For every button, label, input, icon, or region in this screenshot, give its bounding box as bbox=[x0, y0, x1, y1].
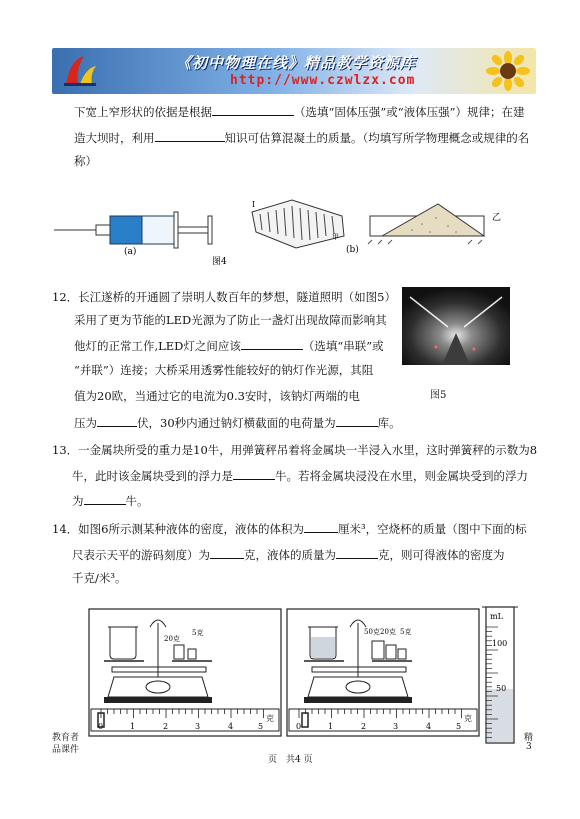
question-number: 13． bbox=[52, 443, 79, 457]
sand-pile-illustration bbox=[368, 204, 484, 244]
q14-line3: 千克/米³。 bbox=[72, 571, 127, 585]
q13-line2 bbox=[72, 467, 528, 484]
q12-text: 伏，30秒内通过钠灯横截面的电荷量为 bbox=[137, 416, 336, 430]
weight-label: 50克 bbox=[364, 628, 380, 636]
footer-left-1: 教育者 bbox=[52, 733, 80, 743]
label-a: (a) bbox=[124, 247, 137, 257]
q12-text: 长江遂桥的开通圆了崇明人数百年的梦想，隧道照明（如图5） bbox=[78, 290, 396, 304]
dam-illustration bbox=[252, 200, 344, 248]
tick-label: 4 bbox=[426, 722, 432, 731]
answer-blank[interactable] bbox=[97, 414, 137, 427]
tunnel-photo bbox=[402, 287, 510, 365]
figure-6 bbox=[88, 603, 534, 745]
banner-url[interactable]: http://www.czwlzx.com bbox=[230, 73, 416, 88]
tick-label: 1 bbox=[130, 722, 136, 731]
q12-line5: 值为20欧，当通过它的电流为0.3安时，该钠灯两端的电 bbox=[74, 389, 360, 403]
letter-yi: 乙 bbox=[492, 213, 502, 223]
cylinder-unit: mL bbox=[490, 612, 503, 621]
answer-blank[interactable] bbox=[155, 129, 225, 142]
cylinder-tick-label: 100 bbox=[492, 639, 508, 648]
tick-label: 4 bbox=[228, 722, 234, 731]
q11-text: 造大坝时，利用 bbox=[74, 131, 155, 145]
letter-jia: 甲 bbox=[332, 233, 339, 241]
q12-line4: “并联”）连接；大桥采用透雾性能较好的钠灯作光源，其阻 bbox=[74, 363, 374, 377]
figure-4-caption: 图4 bbox=[212, 257, 227, 267]
q12-line2: 采用了更为节能的LED光源为了防止一盏灯出现故障而影响其 bbox=[74, 313, 387, 327]
tick-label: 2 bbox=[163, 722, 169, 731]
weight-label: 5克 bbox=[400, 628, 412, 636]
footer-right-1: 精 bbox=[524, 733, 534, 743]
q14-text: 如图6所示测某种液体的密度，液体的体积为 bbox=[78, 522, 304, 536]
q12-text: 库。 bbox=[377, 416, 401, 430]
footer-right-2: 3 bbox=[526, 742, 532, 752]
header-banner bbox=[52, 48, 536, 94]
answer-blank[interactable] bbox=[336, 546, 378, 559]
answer-blank[interactable] bbox=[304, 520, 338, 533]
tick-label: 5 bbox=[258, 722, 264, 731]
footer-left-2: 品课件 bbox=[52, 745, 80, 755]
cylinder-tick-label: 50 bbox=[496, 684, 507, 693]
q12-line3 bbox=[74, 337, 384, 354]
q14-text: 尺表示天平的游码刻度）为 bbox=[72, 548, 210, 562]
tick-label: 5 bbox=[456, 722, 462, 731]
q13-text: 牛。若将金属块浸没在水里，则金属块受到的浮力 bbox=[275, 469, 528, 483]
q11-text: （选填“固体压强”或“液体压强”）规律；在建 bbox=[294, 105, 525, 119]
ruler-unit: 克 bbox=[464, 714, 472, 723]
q11-line2 bbox=[74, 129, 529, 146]
answer-blank[interactable] bbox=[212, 103, 294, 116]
site-logo-icon bbox=[60, 54, 100, 88]
tick-label: 3 bbox=[393, 722, 399, 731]
graduated-cylinder bbox=[482, 607, 518, 743]
answer-blank[interactable] bbox=[84, 492, 126, 505]
q12-text: 压为 bbox=[74, 416, 97, 430]
q13-line3 bbox=[72, 492, 149, 509]
q13-line1 bbox=[52, 442, 537, 458]
question-number: 12． bbox=[52, 290, 79, 304]
figure-5-caption: 图5 bbox=[430, 390, 447, 401]
q12-text: 他灯的正常工作,LED灯之间应该 bbox=[74, 339, 241, 353]
syringe-illustration bbox=[54, 212, 212, 248]
q14-text: 克，液体的质量为 bbox=[244, 548, 336, 562]
tick-label: 0 bbox=[98, 722, 104, 731]
q11-line1 bbox=[74, 103, 525, 120]
q14-line1 bbox=[52, 520, 527, 537]
weight-label: 20克 bbox=[380, 628, 396, 636]
q14-text: 厘米³，空烧杯的质量（图中下面的标 bbox=[337, 522, 527, 536]
q14-text: 克，则可得液体的密度为 bbox=[378, 548, 505, 562]
q13-text: 一金属块所受的重力是10牛，用弹簧秤吊着将金属块一半浸入水里，这时弹簧秤的示数为8 bbox=[78, 443, 538, 457]
answer-blank[interactable] bbox=[233, 467, 275, 480]
q11-line3: 称） bbox=[74, 154, 97, 168]
weight-label: 20克 bbox=[164, 635, 180, 643]
answer-blank[interactable] bbox=[210, 546, 244, 559]
weight-label: 5克 bbox=[192, 629, 204, 637]
page-counter: 页 共4 页 bbox=[268, 755, 313, 765]
q12-line6 bbox=[74, 414, 401, 431]
q13-text: 牛，此时该金属块受到的浮力是 bbox=[72, 469, 233, 483]
figure-4 bbox=[52, 192, 532, 272]
ruler-unit: 克 bbox=[266, 714, 274, 723]
answer-blank[interactable] bbox=[336, 414, 378, 427]
question-number: 14． bbox=[52, 522, 79, 536]
q14-line2 bbox=[72, 546, 505, 563]
letter-jia-top: I bbox=[252, 200, 256, 209]
banner-title: 《初中物理在线》精品教学资源库 bbox=[176, 54, 417, 72]
q11-text: 知识可估算混凝土的质量。（均填写所学物理概念或规律的名 bbox=[224, 131, 530, 145]
sunflower-icon bbox=[486, 51, 530, 91]
tick-label: 1 bbox=[328, 722, 334, 731]
q12-line1 bbox=[52, 289, 396, 305]
tick-label: 3 bbox=[195, 722, 201, 731]
tick-label: 2 bbox=[361, 722, 367, 731]
q13-text: 为 bbox=[72, 494, 84, 508]
label-b: (b) bbox=[346, 245, 359, 255]
q13-text: 牛。 bbox=[125, 494, 149, 508]
q12-text: （选填“串联”或 bbox=[302, 339, 384, 353]
q11-text: 下宽上窄形状的依据是根据 bbox=[74, 105, 212, 119]
tick-label: 0 bbox=[296, 722, 302, 731]
answer-blank[interactable] bbox=[241, 337, 303, 350]
